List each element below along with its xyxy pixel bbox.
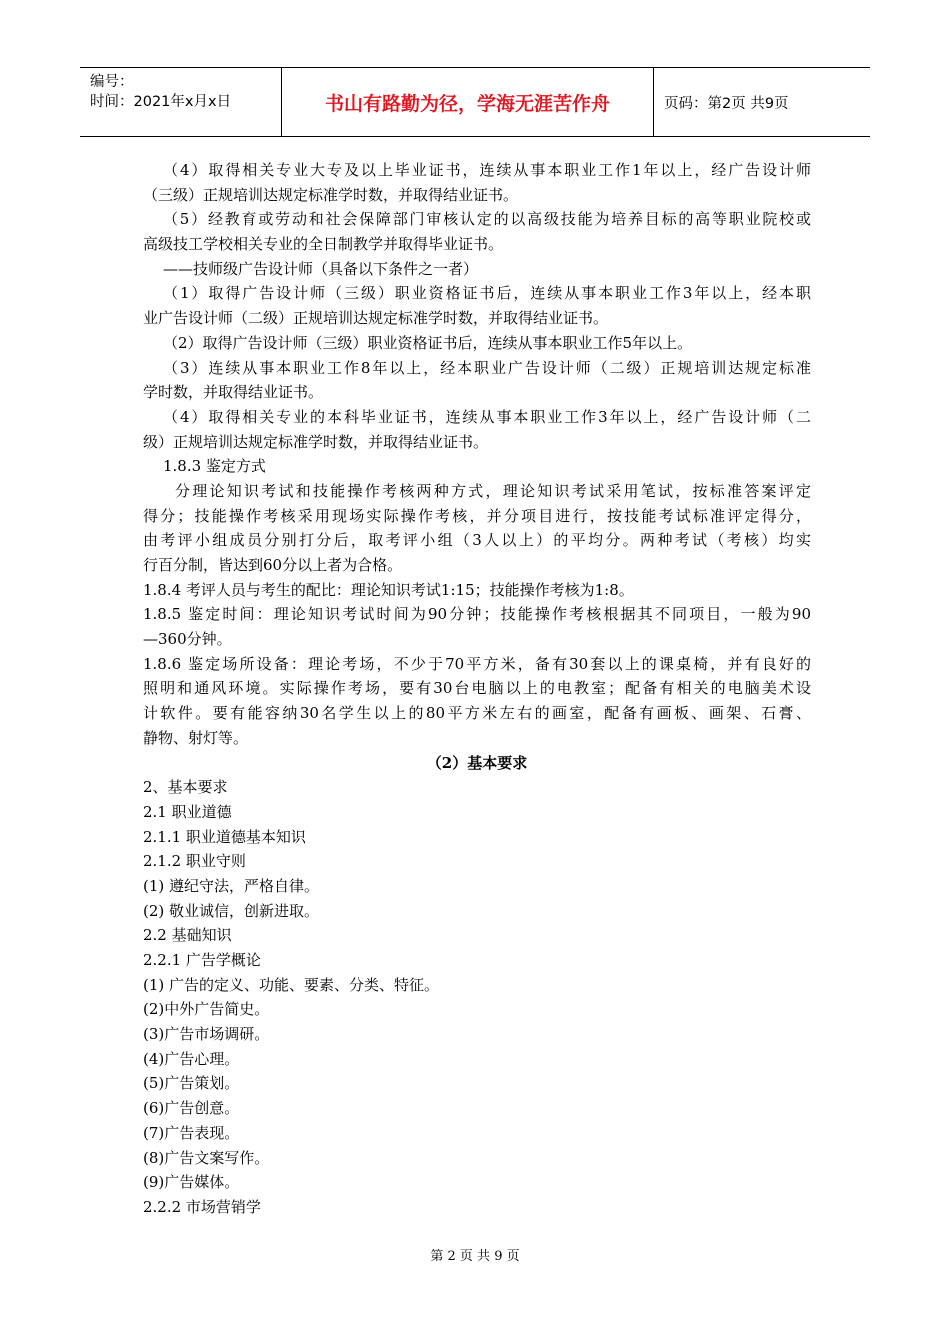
header-motto: 书山有路勤为径，学海无涯苦作舟	[282, 68, 654, 136]
body-text-line: 2.1.1 职业道德基本知识	[143, 827, 306, 846]
body-text-line: 1.8.6 鉴定场所设备：理论考场，不少于70平方米，备有30套以上的课桌椅，并有良好的	[143, 654, 811, 673]
body-text-line: （3）连续从事本职业工作8年以上，经本职业广告设计师（二级）正规培训达规定标准	[163, 358, 811, 377]
body-text-line: 由考评小组成员分别打分后，取考评小组（3人以上）的平均分。两种考试（考核）均实	[143, 531, 811, 550]
body-text-line: 学时数，并取得结业证书。	[143, 383, 324, 402]
body-text-line: 2.1.2 职业守则	[143, 852, 246, 871]
body-text-line: 高级技工学校相关专业的全日制教学并取得毕业证书。	[143, 235, 504, 254]
section-heading: （2）基本要求	[426, 753, 528, 772]
body-text-line: (9)广告媒体。	[143, 1173, 240, 1192]
body-text-line: 2.2.2 市场营销学	[143, 1197, 261, 1216]
body-text-line: 行百分制，皆达到60分以上者为合格。	[143, 556, 403, 574]
body-text-line: 静物、射灯等。	[143, 728, 249, 747]
body-text-line: 级）正规培训达规定标准学时数，并取得结业证书。	[143, 432, 489, 451]
header-meta	[80, 68, 282, 136]
body-text-line: （三级）正规培训达规定标准学时数，并取得结业证书。	[143, 185, 519, 204]
body-text-line: （4）取得相关专业的本科毕业证书，连续从事本职业工作3年以上，经广告设计师（二	[163, 407, 811, 426]
body-text-line: 2.2 基础知识	[143, 926, 232, 945]
body-text-line: (1) 广告的定义、功能、要素、分类、特征。	[143, 975, 440, 994]
body-text-line: 照明和通风环境。实际操作考场，要有30台电脑以上的电教室；配备有相关的电脑美术设	[143, 679, 811, 698]
document-date: 时间：2021年x月x日	[90, 94, 232, 110]
body-text-line: 2.2.1 广告学概论	[143, 951, 261, 969]
body-text-line: （1）取得广告设计师（三级）职业资格证书后，连续从事本职业工作3年以上，经本职	[163, 284, 811, 303]
body-text-line: （4）取得相关专业大专及以上毕业证书，连续从事本职业工作1年以上，经广告设计师	[163, 161, 811, 179]
body-text-line: (3)广告市场调研。	[143, 1025, 270, 1044]
document-number-label: 编号：	[90, 74, 134, 90]
body-text-line: (2)中外广告简史。	[143, 1000, 270, 1019]
body-text-line: 业广告设计师（二级）正规培训达规定标准学时数，并取得结业证书。	[143, 309, 609, 328]
page-footer: 第 2 页 共 9 页	[430, 1249, 520, 1264]
body-text-line: —360分钟。	[143, 630, 232, 649]
header-page-info: 页码：第2页 共9页	[664, 95, 789, 112]
body-text-line: (4)广告心理。	[143, 1049, 240, 1068]
body-text-line: (8)广告文案写作。	[143, 1148, 270, 1167]
body-text-line: ——技师级广告设计师（具备以下条件之一者）	[163, 259, 479, 278]
document-body	[143, 158, 811, 1220]
body-text-line: 1.8.3 鉴定方式	[163, 457, 266, 476]
body-text-line: 2.1 职业道德	[143, 802, 232, 821]
body-text-line: （5）经教育或劳动和社会保障部门审核认定的以高级技能为培养目标的高等职业院校或	[163, 210, 811, 229]
body-text-line: 得分；技能操作考核采用现场实际操作考核，并分项目进行，按技能考试标准评定得分，	[143, 506, 811, 525]
body-text-line: 2、基本要求	[143, 778, 228, 797]
body-text-line: （2）取得广告设计师（三级）职业资格证书后，连续从事本职业工作5年以上。	[163, 333, 693, 352]
body-text-line: (6)广告创意。	[143, 1099, 240, 1118]
body-text-line: (7)广告表现。	[143, 1123, 240, 1142]
body-text-line: (5)广告策划。	[143, 1074, 240, 1093]
page-header	[80, 67, 870, 137]
body-text-line: (2) 敬业诚信，创新进取。	[143, 901, 320, 920]
body-text-line: 1.8.5 鉴定时间：理论知识考试时间为90分钟；技能操作考核根据其不同项目，一般为90	[143, 605, 811, 624]
body-text-line: 分理论知识考试和技能操作考核两种方式，理论知识考试采用笔试，按标准答案评定	[175, 481, 811, 500]
body-text-line: (1) 遵纪守法，严格自律。	[143, 876, 320, 895]
body-text-line: 计软件。要有能容纳30名学生以上的80平方米左右的画室，配备有画板、画架、石膏、	[143, 704, 811, 723]
body-text-line: 1.8.4 考评人员与考生的配比：理论知识考试1:15；技能操作考核为1:8。	[143, 580, 634, 599]
